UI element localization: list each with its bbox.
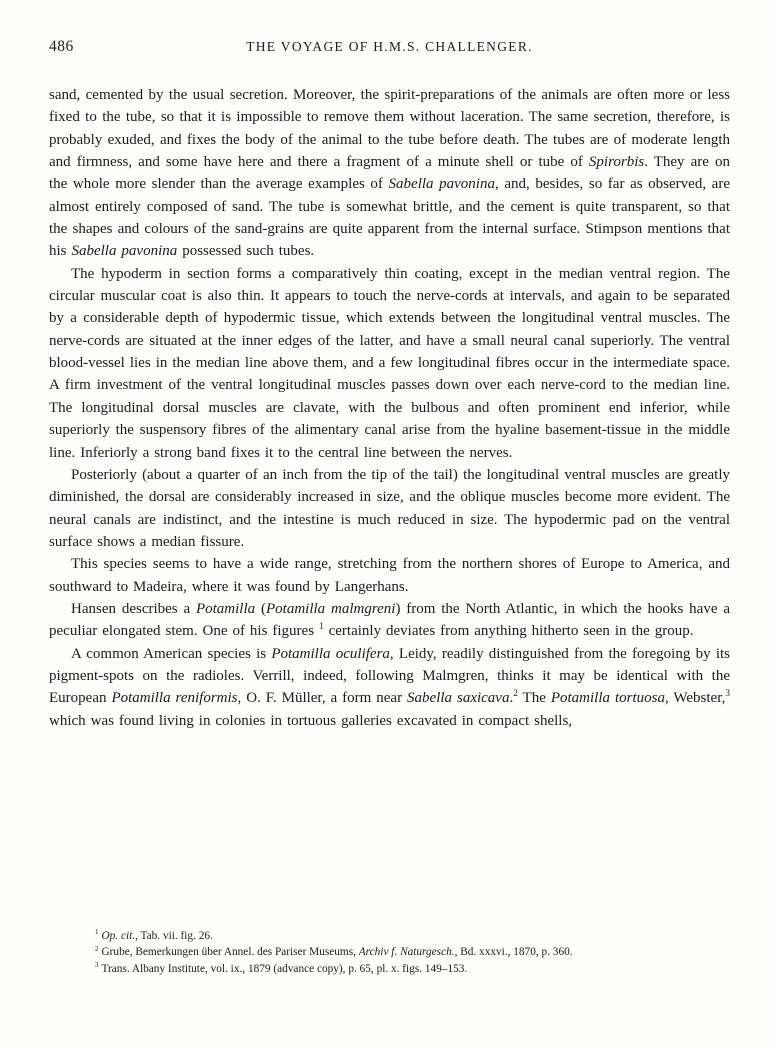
text-run: Hansen describes a: [71, 600, 196, 617]
text-run: , Webster,: [664, 690, 726, 707]
text-run: (: [255, 600, 266, 617]
species-name: Potamilla reniformis: [111, 690, 238, 707]
species-name: Sabella saxicava: [407, 690, 510, 707]
species-name: Potamilla malmgreni: [265, 600, 396, 617]
species-name: Archiv f. Naturgesch.: [358, 946, 455, 959]
text-run: , and, besides, so far as observed, are almost entirely composed of sand. The tube is somewhat brittle, and the cement is quite transparent, so that the shapes and colours of the sand-grains are quite apparent from the internal surface. Stimpson mentions that his: [49, 176, 730, 260]
footnote-reference: 1: [319, 622, 324, 633]
text-run: The hypoderm in section forms a comparatively thin coating, except in the median ventral region. The circular muscular coat is also thin. It appears to touch the nerve-cords at intervals, and again to be separated by a considerable depth of hypodermic tissue, which extends between the longitudinal ventral muscles. The nerve-cords are situated at the inner edges of the latter, and have a small neural canal superiorly. The ventral blood-vessel lies in the median line above them, and a few longitudinal fibres occur in the intermediate space. A firm investment of the ventral longitudinal muscles passes down over each nerve-cord to the median line. The longitudinal dorsal muscles are clavate, with the bulbous and often prominent end inferior, while superiorly the suspensory fibres of the alimentary canal arise from the hyaline basement-tissue in the middle line. Inferiorly a strong band fixes it to the central line between the nerves.: [49, 265, 730, 461]
page-number: 486: [49, 38, 74, 55]
footnotes: [95, 928, 730, 977]
text-run: The: [517, 690, 551, 707]
footnote: [95, 928, 730, 944]
footnote-reference: 3: [725, 689, 730, 700]
species-name: Op. cit.: [101, 930, 136, 942]
text-run: Grube, Bemerkungen über Annel. des Pariser Museums,: [101, 946, 359, 959]
paragraphs: [49, 84, 730, 732]
footnote: [95, 961, 730, 977]
paragraph: [49, 263, 730, 464]
species-name: Sabella pavonina: [388, 176, 495, 193]
footnote: [95, 944, 730, 960]
species-name: Potamilla tortuosa: [550, 690, 665, 707]
text-run: A common American species is: [71, 645, 272, 662]
text-run: , Bd. xxxvi., 1870, p. 360.: [454, 946, 573, 959]
text-run: , Tab. vii. fig. 26.: [135, 930, 213, 942]
footnote-marker: 1: [95, 928, 99, 937]
text-run: Posteriorly (about a quarter of an inch from the tip of the tail) the longitudinal ventral muscles are greatly diminished, the dorsal are considerably increased in size, and the oblique muscles become more evident. The neural canals are indistinct, and the intestine is much reduced in size. The hypodermic pad on the ventral surface shows a median fissure.: [49, 466, 730, 550]
footnote-reference: 2: [513, 689, 518, 700]
footnote-marker: 3: [95, 961, 99, 970]
text-run: sand, cemented by the usual secretion. Moreover, the spirit-preparations of the animals are often more or less fixed to the tube, so that it is impossible to remove them without laceration. The same secretion, therefore, is probably exuded, and fixes the body of the animal to the tube before death. The tubes are of moderate length and firmness, and some have here and there a fragment of a minute shell or tube of: [49, 87, 730, 171]
paragraph: [49, 464, 730, 553]
footnote-marker: 2: [95, 944, 99, 953]
paragraph: [49, 643, 730, 732]
paragraph: [49, 553, 730, 598]
running-title: THE VOYAGE OF H.M.S. CHALLENGER.: [246, 39, 533, 54]
text-run: which was found living in colonies in tortuous galleries excavated in compact shells,: [49, 712, 573, 729]
text-run: . They are on the whole more slender than the average examples of: [49, 154, 730, 193]
text-run: Trans. Albany Institute, vol. ix., 1879 (advance copy), p. 65, pl. x. figs. 149–153.: [101, 962, 468, 975]
species-name: Potamilla: [195, 600, 256, 617]
text-run: This species seems to have a wide range, stretching from the northern shores of Europe to America, and southward to Madeira, where it was found by Langerhans.: [49, 556, 730, 595]
text-run: possessed such tubes.: [177, 243, 315, 260]
species-name: Sabella pavonina: [71, 243, 178, 260]
text-run: certainly deviates from anything hitherto seen in the group.: [323, 623, 694, 640]
text-run: .: [509, 690, 514, 707]
species-name: Spirorbis: [588, 154, 645, 171]
species-name: Potamilla oculifera: [271, 645, 390, 662]
paragraph: [49, 598, 730, 643]
paragraph: [49, 84, 730, 263]
running-head: [49, 38, 730, 58]
text-run: , Leidy, readily distinguished from the foregoing by its pigment-spots on the radioles. Verrill, indeed, following Malmgren, thinks it may be identical with the European: [49, 645, 730, 707]
text-run: , O. F. Müller, a form near: [237, 690, 408, 707]
text-run: ) from the North Atlantic, in which the hooks have a peculiar elongated stem. One of his figures: [49, 600, 730, 640]
